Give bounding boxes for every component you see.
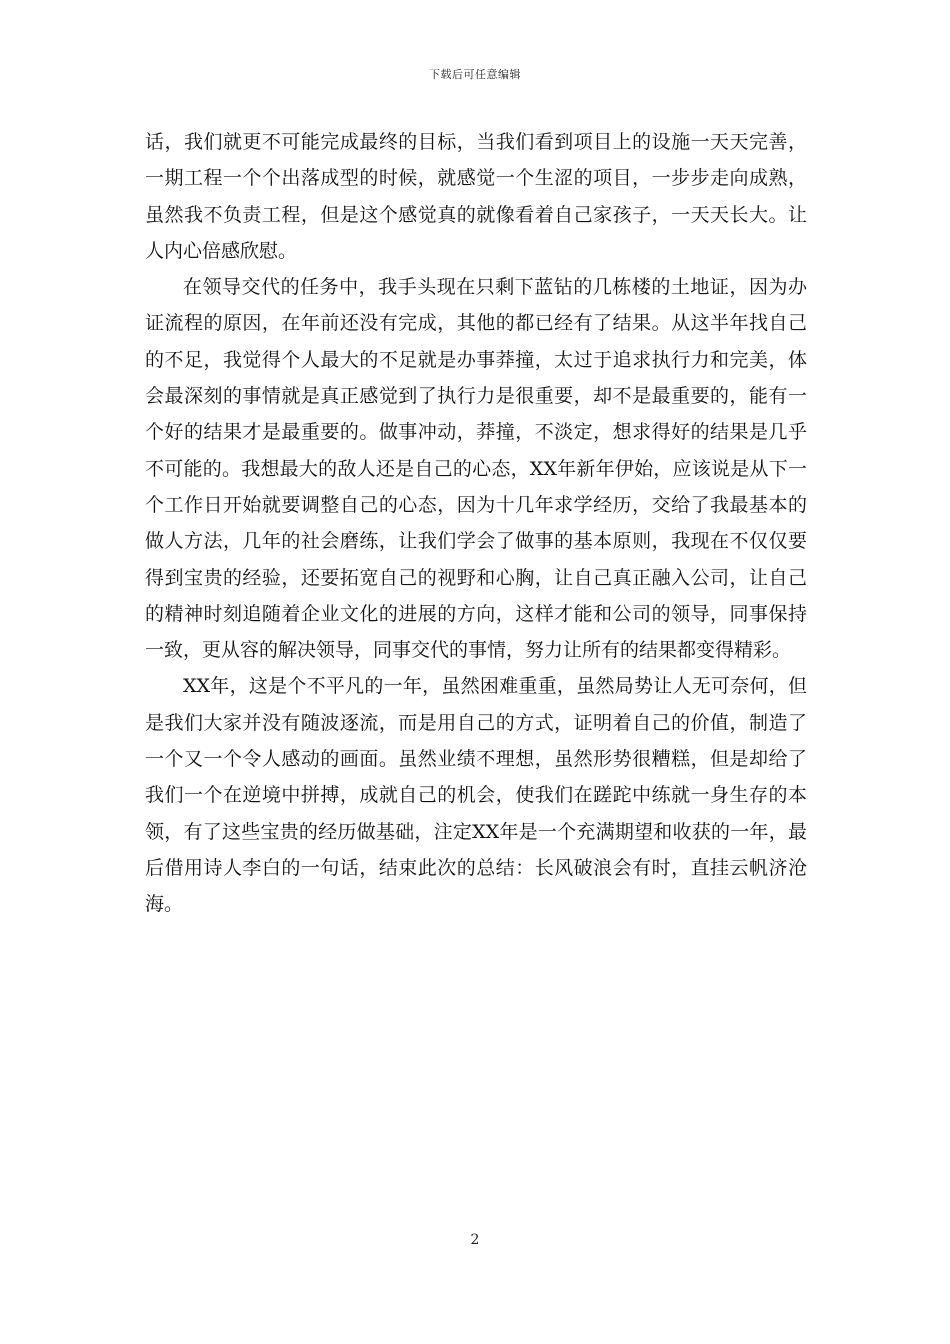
page-number: 2 — [470, 1232, 480, 1248]
paragraph-continuation: 话，我们就更不可能完成最终的目标，当我们看到项目上的设施一天天完善，一期工程一个个出落成型的时候，就感觉一个生涩的项目，一步步走向成熟，虽然我不负责工程，但是这个感觉真的就像看着自己家孩子，一天天长大。让人内心倍感欣慰。 — [145, 131, 807, 262]
document-body — [145, 124, 807, 923]
paragraph-conclusion: XX年，这是个不平凡的一年，虽然困难重重，虽然局势让人无可奈何，但是我们大家并没有随波逐流，而是用自己的方式，证明着自己的价值，制造了一个又一个令人感动的画面。虽然业绩不理想，虽然形势很糟糕，但是却给了我们一个在逆境中拼搏，成就自己的机会，使我们在蹉跎中练就一身生存的本领，有了这些宝贵的经历做基础，注定XX年是一个充满期望和收获的一年，最后借用诗人李白的一句话，结束此次的总结：长风破浪会有时，直挂云帆济沧海。 — [145, 675, 807, 916]
page-header: 下载后可任意编辑 — [429, 68, 521, 81]
paragraph-tasks: 在领导交代的任务中，我手头现在只剩下蓝钻的几栋楼的土地证，因为办证流程的原因，在年前还没有完成，其他的都已经有了结果。从这半年找自己的不足，我觉得个人最大的不足就是办事莽撞，太过于追求执行力和完美，体会最深刻的事情就是真正感觉到了执行力是很重要，却不是最重要的，能有一个好的结果才是最重要的。做事冲动，莽撞，不淡定，想求得好的结果是几乎不可能的。我想最大的敌人还是自己的心态，XX年新年伊始，应该说是从下一个工作日开始就要调整自己的心态，因为十几年求学经历，交给了我最基本的做人方法，几年的社会磨练，让我们学会了做事的基本原则，我现在不仅仅要得到宝贵的经验，还要拓宽自己的视野和心胸，让自己真正融入公司，让自己的精神时刻追随着企业文化的进展的方向，这样才能和公司的领导，同事保持一致，更从容的解决领导，同事交代的事情，努力让所有的结果都变得精彩。 — [145, 276, 807, 662]
